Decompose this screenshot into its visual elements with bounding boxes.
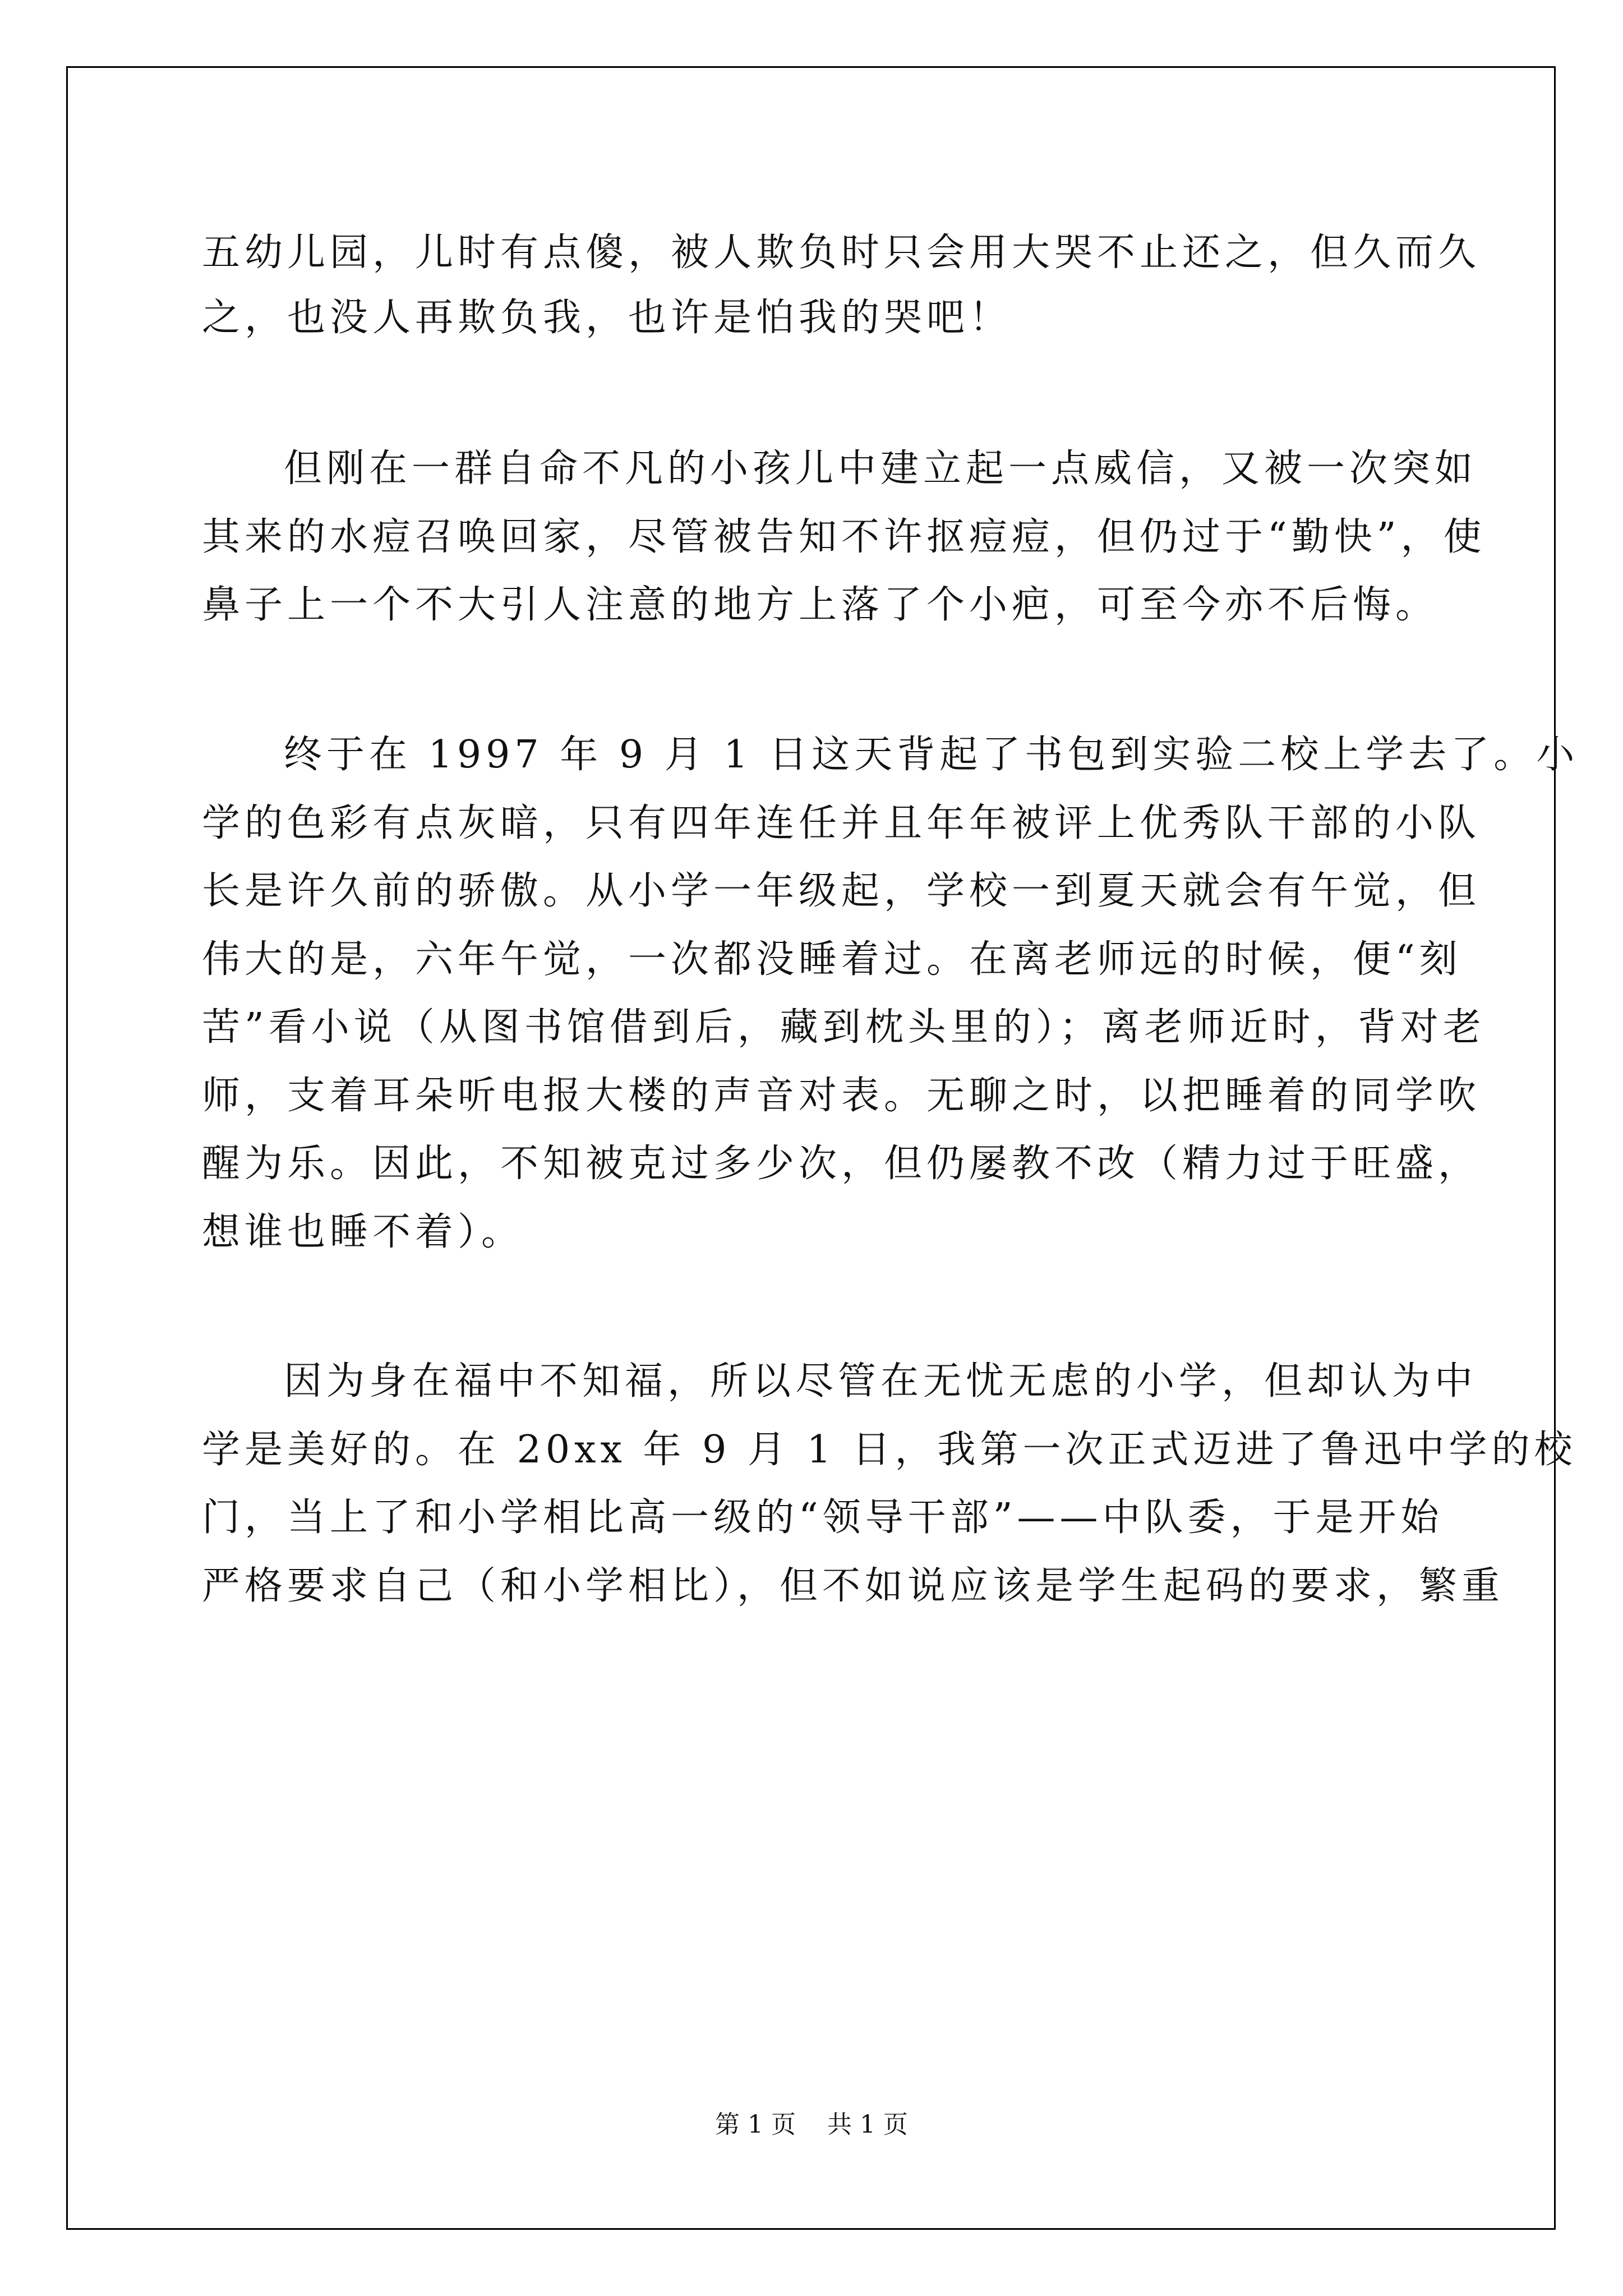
paragraph-first-line: 终于在 1997 年 9 月 1 日这天背起了书包到实验二校上学去了。小 xyxy=(284,733,1579,777)
text-line: 苦”看小说（从图书馆借到后，藏到枕头里的）；离老师近时，背对老 xyxy=(202,1005,1486,1050)
text-line: 长是许久前的骄傲。从小学一年级起，学校一到夏天就会有午觉，但 xyxy=(202,869,1481,913)
text-line: 师，支着耳朵听电报大楼的声音对表。无聊之时，以把睡着的同学吹 xyxy=(202,1074,1481,1118)
text-line: 鼻子上一个不大引人注意的地方上落了个小疤，可至今亦不后悔。 xyxy=(202,583,1438,627)
page-number-footer: 第 1 页 共 1 页 xyxy=(715,2110,908,2139)
text-line: 门，当上了和小学相比高一级的“领导干部”——中队委，于是开始 xyxy=(202,1496,1444,1540)
text-line: 学是美好的。在 20xx 年 9 月 1 日，我第一次正式迈进了鲁迅中学的校 xyxy=(202,1428,1577,1472)
text-line: 五幼儿园，儿时有点傻，被人欺负时只会用大哭不止还之，但久而久 xyxy=(202,231,1481,275)
text-line: 严格要求自己（和小学相比），但不如说应该是学生起码的要求，繁重 xyxy=(202,1564,1505,1608)
paragraph-first-line: 但刚在一群自命不凡的小孩儿中建立起一点威信，又被一次突如 xyxy=(284,447,1478,491)
text-line: 伟大的是，六年午觉，一次都没睡着过。在离老师远的时候，便“刻 xyxy=(202,937,1462,982)
text-line: 想谁也睡不着）。 xyxy=(202,1210,524,1254)
paragraph-first-line: 因为身在福中不知福，所以尽管在无忧无虑的小学，但却认为中 xyxy=(284,1359,1478,1404)
text-line: 其来的水痘召唤回家，尽管被告知不许抠痘痘，但仍过于“勤快”，使 xyxy=(202,515,1486,559)
text-line: 学的色彩有点灰暗，只有四年连任并且年年被评上优秀队干部的小队 xyxy=(202,801,1481,845)
text-line: 之，也没人再欺负我，也许是怕我的哭吧！ xyxy=(202,296,1012,340)
text-line: 醒为乐。因此，不知被克过多少次，但仍屡教不改（精力过于旺盛， xyxy=(202,1142,1481,1186)
